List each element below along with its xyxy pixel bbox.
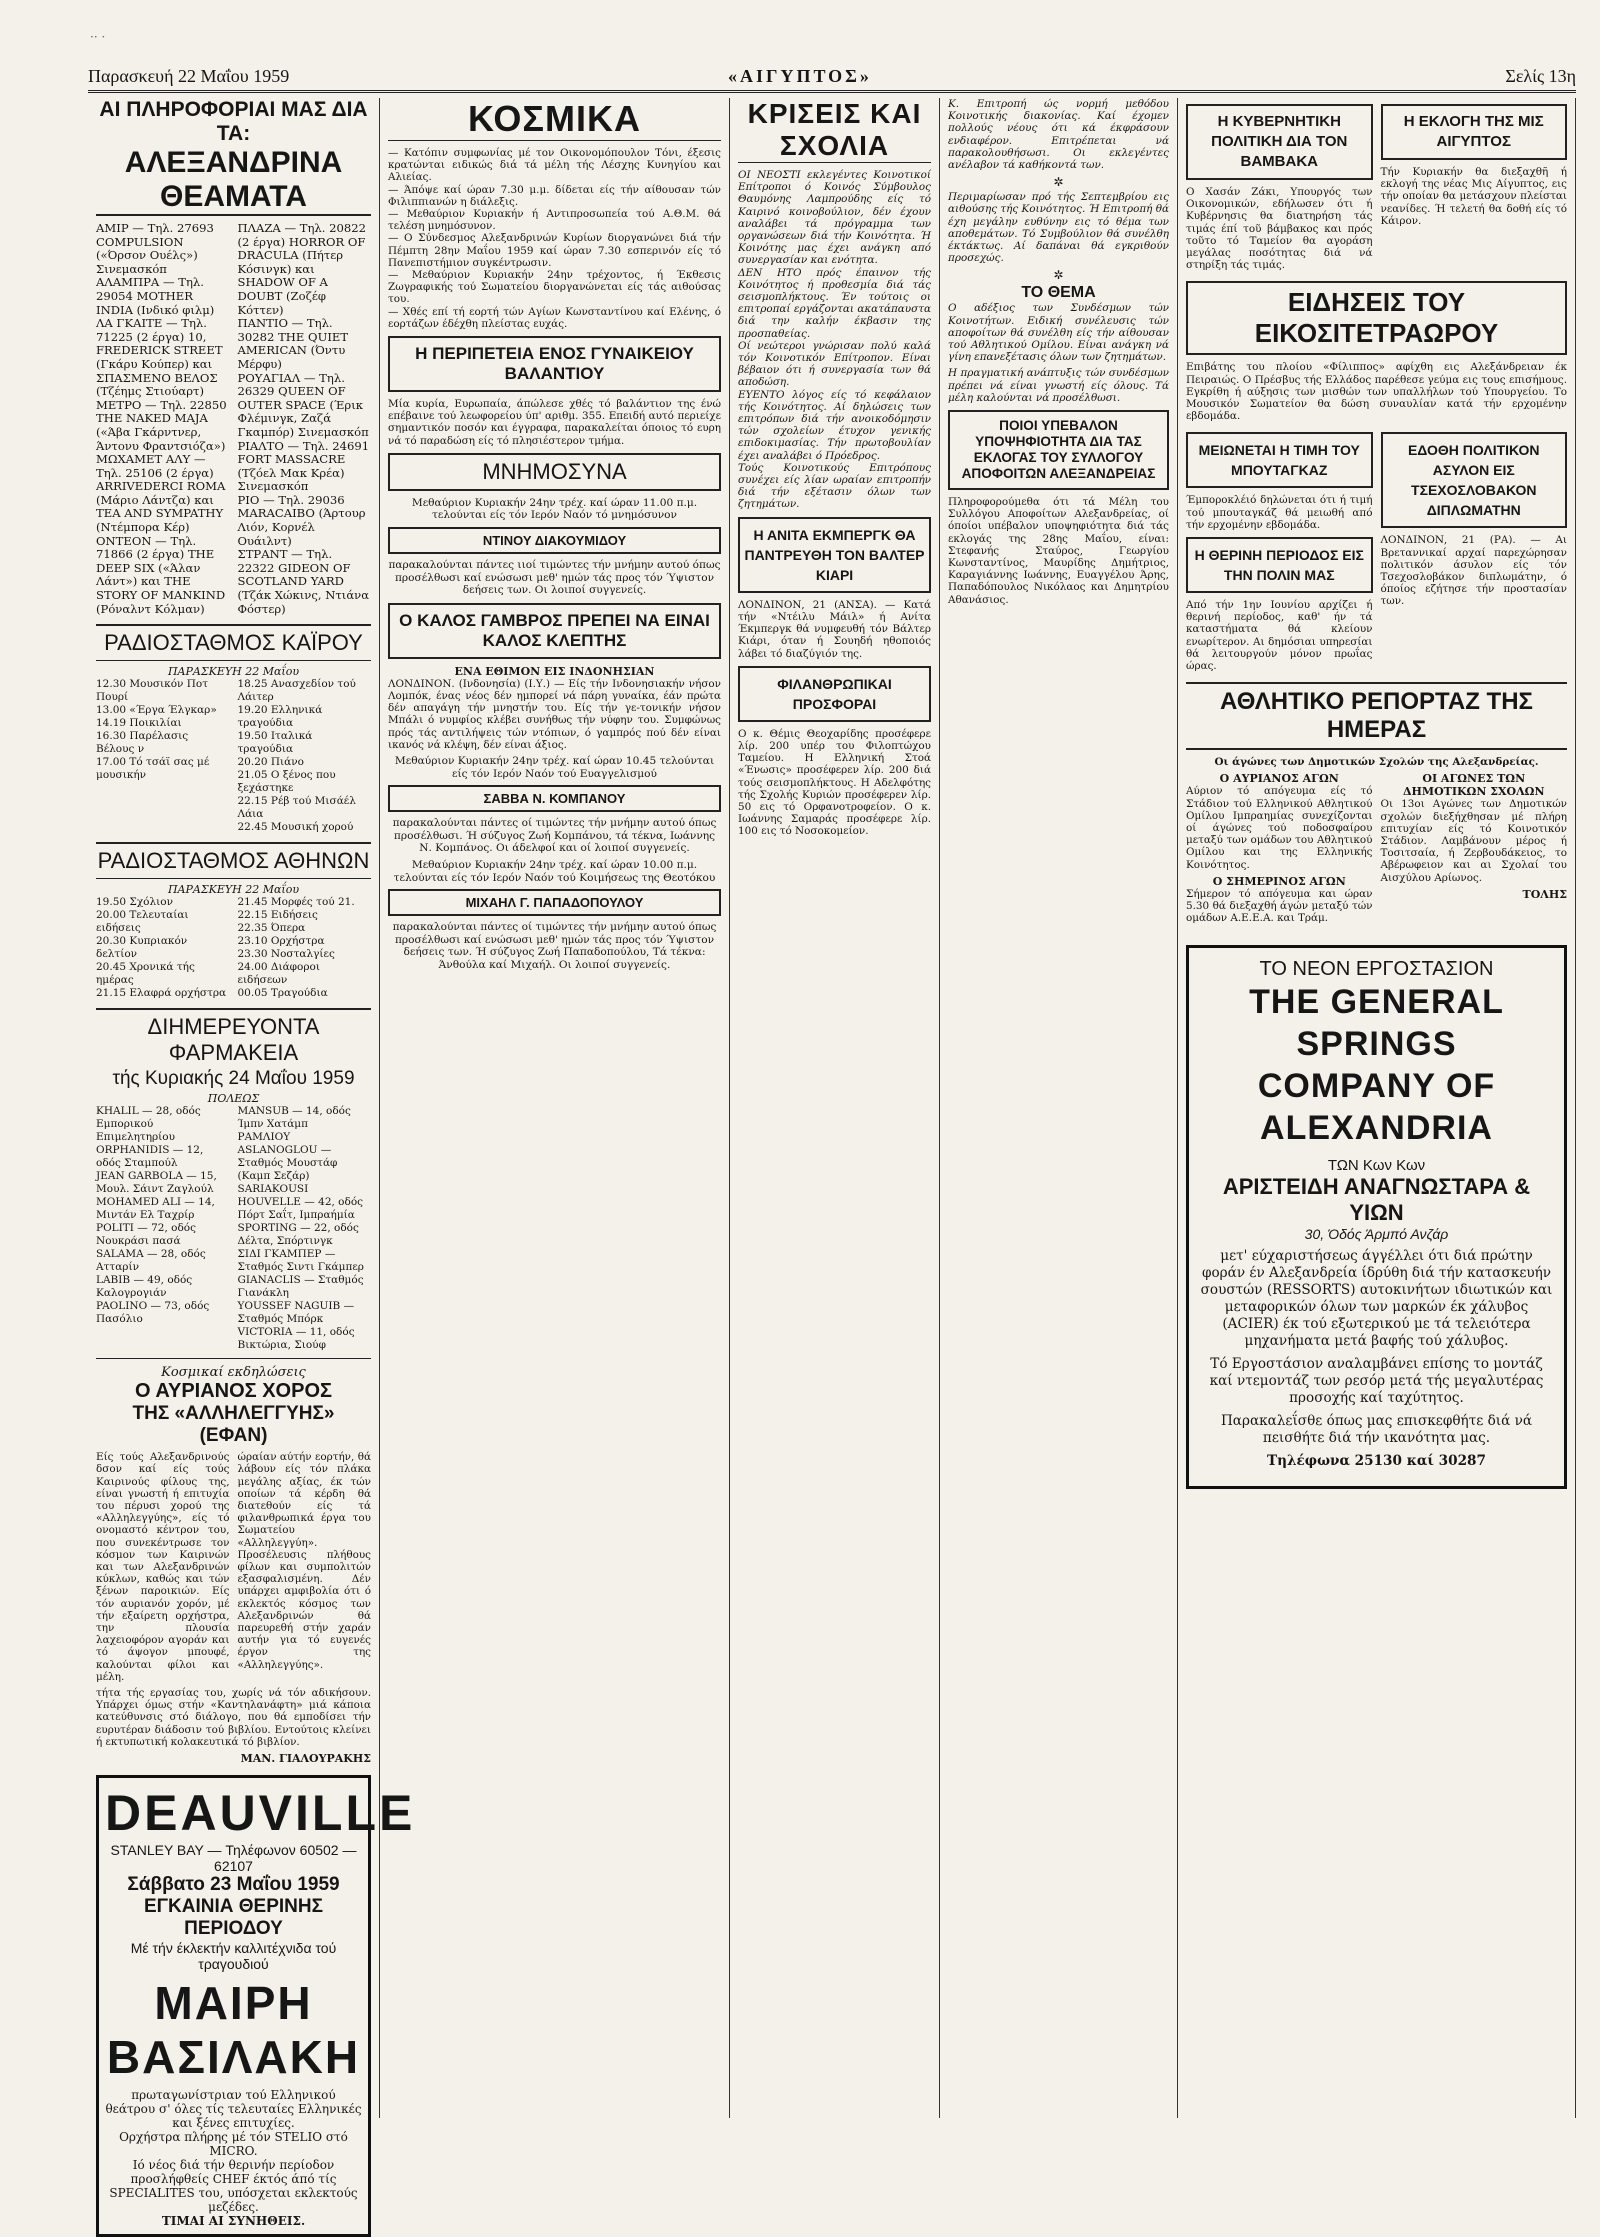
pharmacy-sub: ΠΟΛΕΩΣ <box>207 1092 260 1106</box>
ad-text-3: Παρακαλεΐσθε όπως μας επισκεφθήτε διά νά πεισθήτε διά τήν ικανότητα μας. <box>1220 1412 1533 1446</box>
miss-text: Τήν Κυριακήν θα διεξαχθῆ ή εκλογή της νέας Μις Αίγυπτος, εις τήν οποίαν θα μετάσχουν πλείσται νεανίδες. Ή τελετή θα δοθή είς τό Κάιρον. <box>1380 166 1567 227</box>
radio-athens-date: ΠΑΡΑΣΚΕΥΗ 22 Μαΐου <box>167 883 300 897</box>
miss-title: Η ΕΚΛΟΓΗ ΤΗΣ ΜΙΣ ΑΙΓΥΠΤΟΣ <box>1381 104 1568 160</box>
memorial-2-name: ΣΑΒΒΑ Ν. ΚΟΜΠΑΝΟΥ <box>388 785 721 812</box>
pharmacy-list <box>96 1105 371 1352</box>
memorial-2-intro: Μεθαύριον Κυριακήν 24ην τρέχ. καί ώραν 10.45 τελούνται είς τόν Ιερόν Ναόν τού Ευαγγελισμού <box>394 755 715 780</box>
divider <box>96 1358 371 1359</box>
pharmacy-right: MANSUB — 14, οδός Ίμπν Χατάμπ ΡΑΜΛΙΟΥ ASLANOGLOU — Σταθμός Μουστάφ (Καμπ Σεζάρ) SARIAKOUSI HOUVELLE — 42, οδός Πόρτ Σαΐτ, Ιμπραήμία SPORTING — 22, οδός Δέλτα, Σπόρτινγκ ΣΙΔΙ ΓΚΑΜΠΕΡ — Σταθμός Σιντι Γκάμπερ GIANACLIS — Σταθμός Γιανάκλη YOUSSEF NAGUIB — Σταθμός Μπόρκ VICTORIA — 11, οδός Βικτώρια, Σιούφ <box>237 1105 364 1352</box>
ad-text-1: μετ' εύχαριστήσεως άγγέλλει ότι διά πρώτην φοράν έν Αλεξανδρεία ίδρύθη διά τήν κατασκευήν σουστών (RESSORTS) αυτοκινήτων ιδιωτικών και μεταφορικών όλων των μαρκών έκ χάλυβος (ACIER) έκ τού εξωτερικού με τά τελειότερα μηχανήματα μετά βαφής τού χάλυβος. <box>1200 1247 1553 1349</box>
theme-title: ΤΟ ΘΕΜΑ <box>1021 284 1096 302</box>
dance-title-1: Ο ΑΥΡΙΑΝΟΣ ΧΟΡΟΣ <box>134 1380 333 1403</box>
sports-title: ΑΘΛΗΤΙΚΟ ΡΕΠΟΡΤΑΖ ΤΗΣ ΗΜΕΡΑΣ <box>1186 682 1567 750</box>
dance-text: Είς τούς Αλεξανδρινούς δσον καί είς τούς Καιρινούς φίλους της, είναι γνωστή ή επιτυχία του πέρυσι χορού της «Αλληλεγγύης», είς τό ονομαστό κέντρον του, που συνεκέντρωσε τον κόσμον των Καιρινών και των Αλεξανδρινών κύκλων, καθώς και τών ξένων παροικιών. Είς τόν αυριανόν χορόν, μέ τήν εξαίρετη ορχήστρα, την πλουσία λαχειοφόρον αγοράν και τό άψογον μπουφέ, καλούνται φίλοι και μέλη. <box>96 1451 230 1683</box>
ad-address: 30, Όδός Άρμπό Ανζάρ <box>1304 1225 1449 1242</box>
radio-cairo-left: 12.30 Μουσικόν Ποτ Πουρί 13.00 «Έργα Έλγκαρ» 14.19 Ποικιλίαι 16.30 Παρέλασις Βέλους ν 17.00 Τό τσάϊ σας μέ μουσικήν <box>96 678 217 782</box>
sports-text-1: Αύριον τό απόγευμα είς τό Στάδιον τού Ελληνικού Αθλητικού Ομίλου Ιμπραημίας συνεχίζονται οί άγώνες τού ποδοσφαίρου μεταξύ των ομάδων του Αθλητικού Ομίλου και της Ελληνικής Κοινότητος. <box>1186 785 1373 871</box>
memorial-1-intro: Μεθαύριον Κυριακήν 24ην τρέχ. καί ώραν 11.00 π.μ. τελούνται είς τόν Ιερόν Ναόν τό μνημόσυνον <box>411 496 698 522</box>
sports-signature: ΤΟΛΗΣ <box>1522 887 1567 901</box>
ad-factory-label: ΤΟ ΝΕΟΝ ΕΡΓΟΣΤΑΣΙΟΝ <box>1259 957 1494 980</box>
corner-mark: ·· · <box>90 30 106 44</box>
groom-story-sub: ΕΝΑ ΕΘΙΜΟΝ ΕΙΣ ΙΝΔΟΝΗΣΙΑΝ <box>454 664 655 678</box>
ad-owners-1: ΤΩΝ Κων Κων <box>1327 1156 1426 1174</box>
pharmacy-title-2: τής Κυριακής 24 Μαΐου 1959 <box>112 1068 355 1090</box>
paper-name: «ΑΙΓΥΠΤΟΣ» <box>728 66 872 86</box>
separator-star: ✲ <box>1053 175 1064 190</box>
top-box-pair <box>1186 98 1567 275</box>
theater-heading-1: ΑΙ ΠΛΗΡΟΦΟΡΙΑΙ ΜΑΣ ΔΙΑ ΤΑ: <box>99 98 368 145</box>
cinema-listings <box>96 222 371 616</box>
memorial-2-text: παρακαλούνται πάντες οί τιμώντες τήν μνήμην αυτού όπως προσέλθωσι. Ή σύζυγος Ζωή Κομπάνου, τά τέκνα, Ιωάννης Ν. Κομπάνος. Οι άδελφοί και οί λοιποί συγγενείς. <box>392 817 717 855</box>
summer-text: Από τήν 1ην Ιουνίου αρχίζει ή θερινή περίοδος, καθ' ήν τά καταστήματα θά κλείουν ενωρίτερον. Αι δημόσιαι υπηρεσίαι θά λειτουργούν μόνον πρωΐας ώρας. <box>1186 599 1373 673</box>
butagaz-title: ΜΕΙΩΝΕΤΑΙ Η ΤΙΜΗ ΤΟΥ ΜΠΟΥΤΑΓΚΑΖ <box>1186 432 1373 488</box>
ad-opening: ΕΓΚΑΙΝΙΑ ΘΕΡΙΝΗΣ ΠΕΡΙΟΔΟΥ <box>143 1896 324 1940</box>
theme-text-2: Η πραγματική ανάπτυξις τών συνδέσμων πρέπει νά είναι γνωστή είς όλους. Τά μέλη καλούνται νά προσέλθωσι. <box>948 367 1169 404</box>
masthead <box>88 64 1576 93</box>
comments-continued: Κ. Επιτροπή ώς νορμή μεθόδου Κοινοτικής διακονίας. Καί έχομεν πολλούς νέους ότι κά έκφράσουν ενδιαφέρον. Επιτρέπεται νά παρακολουθήσωσι. Οι εκλεγέντες ανέλαβον τά καθήκοντά των. <box>948 98 1169 172</box>
dance-title-2: ΤΗΣ «ΑΛΛΗΛΕΓΓΥΗΣ» (ΕΦΑΝ) <box>132 1403 335 1447</box>
mid-box-pair <box>1186 426 1567 676</box>
comments-continued-2: Περιμαρίωσαν πρό τής Σεπτεμβρίου εις αιθούσης τής Κοινότητος. Ή Επιτροπή θά έχη μεγάλην ευθύνην εις τό θέμα των αποθεμάτων. Τό Συμβούλιον θά συνέλθη έκτάκτως. Αί δαπάναι θά εγκριθούν προσεχώς. <box>948 191 1169 265</box>
cinema-list-left: AMIP — Τηλ. 27693 COMPULSION («Όρσον Ουέλς») Σινεμασκόπ ΑΛΑΜΠΡΑ — Τηλ. 29054 MOTHER INDIA (Ινδικό φιλμ) ΛΑ ΓΚΑΙΤΕ — Τηλ. 71225 (2 έργα) 10, FREDERICK STREET (Γκάρυ Κούπερ) και ΣΠΑΣΜΕΝΟ ΒΕΛΟΣ (Τζέημς Στιούαρτ) ΜΕΤΡΟ — Τηλ. 22850 THE NAKED MAJA («Άβα Γκάρντνερ, Άντονυ Φραντσιόζα») ΜΩΧΑΜΕΤ ΑΛΥ — Τηλ. 25106 (2 έργα) ARRIVEDERCI ROMA (Μάριο Λάντζα) και TEA AND SYMPATHY (Ντέμπορα Κέρ) ΟΝΤΕΟΝ — Τηλ. 71866 (2 έργα) THE DEEP SIX («Άλαν Λάντ») και THE STORY OF MANKIND (Ρόναλντ Κόλμαν) <box>96 221 227 616</box>
memorial-1-name: ΝΤΙΝΟΥ ΔΙΑΚΟΥΜΙΔΟΥ <box>388 527 721 554</box>
charity-title: ΦΙΛΑΝΘΡΩΠΙΚΑΙ ΠΡΟΣΦΟΡΑΙ <box>738 666 931 722</box>
election-title: ΠΟΙΟΙ ΥΠΕΒΑΛΟΝ ΥΠΟΨΗΦΙΟΤΗΤΑ ΔΙΑ ΤΑΣ ΕΚΛΟΓΑΣ ΤΟΥ ΣΥΛΛΟΓΟΥ ΑΠΟΦΟΙΤΩΝ ΑΛΕΞΑΝΔΡΕΙΑΣ <box>948 410 1169 490</box>
ad-brand: DEAUVILLE <box>105 1785 416 1842</box>
groom-story-text: ΛΟΝΔΙΝΟΝ. (Ινδονησία) (Ι.Υ.) — Είς τήν Ινδονησιακήν νήσον Λομπόκ, ένας νέος δέν ημπορεί νά πάρη γυναίκα, έάν πρώτα δέν απαγάγη τήν μνηστήν του. Είς τήν γε-τονικήν νήσον Μπάλι ό νυμφίος κλέβει συνήθως τήν νύφην του. Συμφώνως πρός τάς αντιλήψεις τών ντόπιων, ό γαμπρός πού δέν είναι ικανός νά κλέψη, δέν είναι άξιος. <box>388 677 721 751</box>
radio-athens-right: 21.45 Μορφές τού 21. 22.15 Ειδήσεις 22.35 Όπερα 23.10 Ορχήστρα 23.30 Νοσταλγίες 24.00 Διάφοροι ειδήσεων 00.05 Τραγούδια <box>237 896 355 1000</box>
column-2 <box>380 98 730 2118</box>
radio-athens-title: ΡΑΔΙΟΣΤΑΘΜΟΣ ΑΘΗΝΩΝ <box>96 842 371 879</box>
news-text: Επιβάτης του πλοίου «Φίλιππος» αφίχθη εις Αλεξάνδρειαν έκ Πειραιώς. Ο Πρέσβυς τής Ελλάδος παρέθεσε γεύμα εις τους επισήμους. Εγκρίθη ή αύξησις των μισθών των υπαλλήλων τού Υπουργείου. Το Μουσικόν Σωματείον θα δώση συναυλίαν κατά τήν ερχομένην εβδομάδα. <box>1186 361 1567 423</box>
sports-lead: Οι άγώνες των Δημοτικών Σχολών της Αλεξανδρείας. <box>1214 756 1539 769</box>
column-3 <box>730 98 940 2118</box>
radio-athens-left: 19.50 Σχόλιον 20.00 Τελευταίαι ειδήσεις 20.30 Κυπριακόν δελτίον 20.45 Χρονικά τής ημέρας 21.15 Ελαφρά ορχήστρα <box>96 896 227 1000</box>
ad-text-2: Τό Εργοστάσιον αναλαμβάνει επίσης το μοντάζ καί ντεμοντάζ των ρεσόρ μετά τής μεγαλυτέρας προσοχής καί ταχύτητος. <box>1209 1355 1544 1406</box>
deauville-ad <box>96 1775 416 2237</box>
pharmacy-left: KHALIL — 28, οδός Εμπορικού Επιμελητηρίου ORPHANIDIS — 12, οδός Σταμπούλ JEAN GARBOLA — 15, Μουλ. Σάιντ Ζαγλούλ MOHAMED ALI — 14, Μιντάν Ελ Ταχρίρ POLITI — 72, οδός Νουκράσι πασά SALAMA — 28, οδός Ατταρίν LABIB — 49, οδός Καλογρογιάν PAOLINO — 73, οδός Πασόλιο <box>96 1105 217 1326</box>
book-review-end: τήτα τής εργασίας του, χωρίς νά τόν αδικήσουν. Υπάρχει όμως στήν «Καντηλανάφτη» μιά κάποια κατεύθυνσις στό διάλογο, που θά εμποδίσει τήν ευρυτέραν διάδοσιν τού βιβλίου. Εντούτοις κλείνει ή εκτυπωτική κολακευτικά τό βιβλίον. <box>96 1687 371 1748</box>
memorial-3-intro: Μεθαύριον Κυριακήν 24ην τρέχ. καί ώραν 10.00 π.μ. τελούνται είς τόν Ιερόν Ναόν τού Κοιμήσεως της Θεοτόκου <box>393 859 716 884</box>
social-label: Κοσμικαί εκδηλώσεις <box>161 1365 306 1381</box>
separator-star: ✲ <box>1053 268 1064 283</box>
charity-text: Ο κ. Θέμις Θεοχαρίδης προσέφερε λίρ. 200 υπέρ του Φιλοπτώχου Ταμείου. Η Ελληνική Στοά «Ένωσις» προσέφερεν λίρ. 200 διά τούς σεισμοπλήκτους. Η Αδελφότης τής Σχολής Κυριών προσέφερεν λίρ. 50 εις τό Ορφανοτροφείον. Ο κ. Ιωάννης Σαμαράς προσέφερε λίρ. 100 εις τό Νοσοκομείον. <box>738 727 931 838</box>
ad-owners-2: ΑΡΙΣΤΕΙΔΗ ΑΝΑΓΝΩΣΤΑΡΑ & ΥΙΩΝ <box>1222 1173 1531 1225</box>
ad-note-4: ΤΙΜΑΙ ΑΙ ΣΥΝΗΘΕΙΣ. <box>161 2214 306 2229</box>
ad-intro: Μέ τήν έκλεκτήν καλλιτέχνιδα τού τραγουδιού <box>130 1940 337 1973</box>
theater-heading-2: ΑΛΕΞΑΝΔΡΙΝΑ ΘΕΑΜΑΤΑ <box>96 146 371 216</box>
radio-cairo-date: ΠΑΡΑΣΚΕΥΗ 22 Μαΐου <box>167 665 300 679</box>
pharmacy-title-1: ΔΙΗΜΕΡΕΥΟΝΤΑ ΦΑΡΜΑΚΕΙΑ <box>96 1008 371 1066</box>
theme-text: Ο αδέξιος των Συνδέσμων τών Κοινοτήτων. Ειδική συνέλευσις τών αποφοίτων θά συνέλθη είς τήν αίθουσαν τού Αθλητικού Ομίλου. Είναι ανάγκη νά γίνη επανεξέτασις όλων των ζητημάτων. <box>948 302 1169 364</box>
social-items: — Κατόπιν συμφωνίας μέ τον Οικονομόπουλον Τόνι, έξεσις κρατώνται ειδικώς διά τά μέλη τής Λέσχης Κυνηγίου και Αλιείας. — Άπόψε καί ώραν 7.30 μ.μ. δίδεται είς τήν αίθουσαν τών Φιλιππιανών η διάλεξις. — Μεθαύριον Κυριακήν ή Αντιπροσωπεία τού Α.Θ.Μ. θά τελέση μνημόσυνον. — Ο Σύνδεσμος Αλεξανδρινών Κυρίων διοργανώνει διά τήν Πέμπτη 28ην Μαΐου 1959 καί ώραν 7.30 εσπερινόν είς τό Πανεπιστήμιον συγκέντρωσιν. — Μεθαύριον Κυριακήν 24ην τρέχοντος, ή Έκθεσις Ζωγραφικής τού Σωματείου διοργανώνεται είς τάς αιθούσας του. — Χθές επί τή εορτή τών Αγίων Κωνσταντίνου καί Ελένης, ό εορτάζων έδέχθη πλείστας ευχάς. <box>388 147 721 330</box>
sports-text-2: Σήμερον τό απόγευμα και ώραν 5.30 θά διεξαχθή άγών μεταξύ τών ομάδων Α.Ε.Ε.Α. και Τράμ. <box>1186 887 1373 925</box>
radio-athens-schedule <box>96 896 371 1000</box>
social-section-title: ΚΟΣΜΙΚΑ <box>388 98 721 141</box>
groom-story-title: Ο ΚΑΛΟΣ ΓΑΜΒΡΟΣ ΠΡΕΠΕΙ ΝΑ ΕΙΝΑΙ ΚΑΛΟΣ ΚΛΕΠΤΗΣ <box>388 603 721 659</box>
cotton-title: Η ΚΥΒΕΡΝΗΤΙΚΗ ΠΟΛΙΤΙΚΗ ΔΙΑ ΤΟΝ ΒΑΜΒΑΚΑ <box>1186 104 1373 180</box>
ad-address: STANLEY BAY — Τηλέφωνον 60502 — 62107 <box>110 1842 357 1875</box>
asylum-title: ΕΔΟΘΗ ΠΟΛΙΤΙΚΟΝ ΑΣΥΛΟΝ ΕΙΣ ΤΣΕΧΟΣΛΟΒΑΚΟΝ ΔΙΠΛΩΜΑΤΗΝ <box>1381 432 1568 528</box>
election-text: Πληροφορούμεθα ότι τά Μέλη του Συλλόγου Αποφοίτων Αλεξανδρείας, οί όποίοι υπέβαλον υποψηφιότητα διά τάς εκλογάς της 28ης Μαΐου, είναι: Στεφανής Σταύρος, Γεωργίου Κωνσταντίνος, Μαυρίδης Δημήτριος, Καραγιάννης Ιωάννης, Ευαγγέλου Άρης, Παπαδόπουλος Νικόλαος και Δημητρίου Αθανάσιος. <box>948 496 1169 606</box>
asylum-text: ΛΟΝΔΙΝΟΝ, 21 (ΡΑ). — Αι Βρεταννικαί αρχαί παρεχώρησαν πολιτικόν άσυλον είς τόν Τσεχοσλοβάκον διπλωμάτην, ό όποίος εζήτησε τήν προστασίαν των. <box>1380 534 1567 608</box>
sports-text-3: Οι 13οι Αγώνες των Δημοτικών σχολών διεξήχθησαν μέ πλήρη επιτυχίαν είς τό Κοινοτικόν Στάδιον. Λαμβάνουν μέρος ή Τοσιτσαία, ή Ζερβουδάκειος, το Αβέρωφειον και αι Σχολαί του Αισχύλου Αρίωνος. <box>1380 798 1567 884</box>
anita-text: ΛΟΝΔΙΝΟΝ, 21 (ΑΝΣΑ). — Κατά τήν «Ντέιλυ Μάιλ» ή Ανίτα Έκμπεργκ θά νυμφευθή τόν Βάλτερ Κιάρι, όταν ή Σουηδή ηθοποιός λάβει τό διαζύγιόν της. <box>738 598 931 660</box>
cinema-list-right: ΠΛΑΖΑ — Τηλ. 20822 (2 έργα) HORROR OF DRACULA (Πήτερ Κόσινγκ) και SHADOW OF A DOUBT (Ζοζέφ Κόττεν) ΠΑΝΤΙΟ — Τηλ. 30282 THE QUIET AMERICAN (Όντυ Μέρφυ) ΡΟΥΑΓΙΑΛ — Τηλ. 26329 QUEEN OF OUTER SPACE (Έρικ Φλέμινγκ, Ζαζά Γκαμπόρ) Σινεμασκόπ ΡΙΑΛΤΟ — Τηλ. 24691 FORT MASSACRE (Τζόελ Μακ Κρέα) Σινεμασκόπ ΡΙΟ — Τηλ. 29036 MARACAIBO (Άρτουρ Λιόν, Κορνέλ Ουάιλντ) ΣΤΡΑΝΤ — Τηλ. 22322 GIDEON OF SCOTLAND YARD (Τζάκ Χώκινς, Ντιάνα Φόστερ) <box>237 221 370 616</box>
sports-columns <box>1186 772 1567 928</box>
anita-title: Η ΑΝΙΤΑ ΕΚΜΠΕΡΓΚ ΘΑ ΠΑΝΤΡΕΥΘΗ ΤΟΝ ΒΑΛΤΕΡ ΚΙΑΡΙ <box>738 517 931 593</box>
comments-title: ΚΡΙΣΕΙΣ ΚΑΙ ΣΧΟΛΙΑ <box>738 98 931 163</box>
memorial-3-text: παρακαλούνται πάντες οί τιμώντες τήν μνήμην αυτού όπως προσέλθωσι καί ενώσωσι μεθ' ημών τάς προς τόν Ύψιστον δεήσεις των. Ή σύζυγος Ζωή Παπαδοπούλου, Τά τέκνα: Άνθούλα καί Μιχαήλ. Οι λοιποί συγγενείς. <box>392 921 717 971</box>
column-1 <box>88 98 416 2229</box>
sports-sub-3: ΟΙ ΑΓΩΝΕΣ ΤΩΝ ΔΗΜΟΤΙΚΩΝ ΣΧΟΛΩΝ <box>1402 772 1545 799</box>
memorial-1-text: παρακαλούνται πάντες ιιοί τιμώντες τήν μνήμην αυτού όπως προσέλθωσι καί ενώσωσι μεθ' ημών τάς προς τόν Ύψιστον δεήσεις των. Οι λοιποί συγγενείς. <box>388 559 721 597</box>
page-number: Σελίς 13η <box>1505 66 1576 86</box>
ad-company-line-1: THE GENERAL SPRINGS <box>1249 982 1504 1063</box>
ad-date: Σάββατο 23 Μαΐου 1959 <box>127 1874 340 1896</box>
ad-phone: Τηλέφωνα 25130 καί 30287 <box>1267 1452 1486 1469</box>
butagaz-text: Έμποροκλέιό δηλώνεται ότι ή τιμή τού μπουταγκάζ θά μειωθή από τήν ερχομένην εβδομάδα. <box>1186 494 1373 531</box>
memorial-3-name: ΜΙΧΑΗΛ Γ. ΠΑΠΑΔΟΠΟΥΛΟΥ <box>388 889 721 916</box>
news-title: ΕΙΔΗΣΕΙΣ ΤΟΥ ΕΙΚΟΣΙΤΕΤΡΑΩΡΟΥ <box>1186 281 1567 355</box>
column-4 <box>940 98 1178 2118</box>
ad-star: ΜΑΙΡΗ ΒΑΣΙΛΑΚΗ <box>106 1977 361 2084</box>
cotton-text: Ο Χασάν Ζάκι, Υπουργός των Οικονομικών, εδήλωσεν ότι ή Κυβέρνησις θα διατηρήση τάς τιμάς έπί τοῦ βάμβακος και πρός τοῦτο τό Ταμείον θα αγοράση μεγάλας ποσότητας διά νά στηρίξη τάς τιμάς. <box>1186 186 1373 272</box>
dance-text-right: ώραίαν αύτήν εορτήν, θά λάβουν είς τόν πλάκα μεγάλης αξίας, έκ τών οποίων τά κέρδη θά διατεθούν είς τά φιλανθρωπικά έργα του Σωματείου «Αλληλεγγύη». Προσέλευσις πλήθους φίλων και συμπολιτών εξασφαλισμένη. Δέν υπάρχει αμφιβολία ότι ό εκλεκτός κόσμος των Αλεξανδρινών θά παρευρεθή στήν χαράν αυτήν για τό ευγενές έργον της «Αλληλεγγύης». <box>237 1451 371 1671</box>
sports-sub-2: Ο ΣΗΜΕΡΙΝΟΣ ΑΓΩΝ <box>1212 874 1346 888</box>
comments-text: ΟΙ ΝΕΟΣΤΙ εκλεγέντες Κοινοτικοί Επίτροποι ό Κοινός Σύμβουλος Θαυμόνης Λαμπρούδης είς τό Καιρινό κοινοβούλιον, δέν έχουν αναλάβει τά πρόγραμμα των οργανώσεων διά τήν Κοινότητα. Ή Κοινότης μας έχει ανάγκη από συνεργασίαν και ενότητα. ΔΕΝ ΗΤΟ πρός έπαινον τής Κοινότητος ή προθεσμία διά τάς σεισμοπλήκτους. Έν τούτοις οι επιτροπαί εργάζονται ακατάπαυστα διά την καλήν έκβασιν της προσπαθείας. Οί νεώτεροι γνώρισαν πολύ καλά τόν Κοινοτικόν Επίτροπον. Είναι βέβαιον ότι ή συνεργασία των θά αποδώση. ΕΥΕΝΤΟ λόγος είς τό κεφάλαιον τής Κοινότητος. Αί δηλώσεις των επιτρόπων διά τήν ανοικοδόμησιν τών σχολείων έτυχον γενικής επιδοκιμασίας. Τήν πρωτοβουλίαν έχει αναλάβει ό Πρόεδρος. Τούς Κοινοτικούς Επιτρόπους συνέχει είς λίαν ωραίαν επιτροπήν διά τήν εξέτασιν όλων των ζητημάτων. <box>738 169 931 511</box>
review-author: ΜΑΝ. ΓΙΑΛΟΥΡΑΚΗΣ <box>240 1752 371 1766</box>
memorials-title: ΜΝΗΜΟΣΥΝΑ <box>388 453 721 491</box>
purse-story-text: Μία κυρία, Ευρωπαία, άπώλεσε χθές τό βαλάντιον της ένώ επέβαινε τού λεωφορείου ύπ' αριθμ. 355. Επειδή αυτό περιείχε σημαντικόν ποσόν και έγγραφα, παρακαλείται όποιος τό ευρη νά τό παραδώση είς τό πλησιέστερον τμήμα. <box>388 398 721 447</box>
ad-company-line-2: COMPANY OF ALEXANDRIA <box>1257 1066 1496 1147</box>
radio-cairo-schedule <box>96 678 371 834</box>
dance-article <box>96 1451 371 1687</box>
ad-note-2: Ορχήστρα πλήρης μέ τόν STELIO στό MICRO. <box>119 2130 348 2159</box>
issue-date: Παρασκευή 22 Μαΐου 1959 <box>88 66 290 86</box>
column-5 <box>1178 98 1576 2118</box>
purse-story-title: Η ΠΕΡΙΠΕΤΕΙΑ ΕΝΟΣ ΓΥΝΑΙΚΕΙΟΥ ΒΑΛΑΝΤΙΟΥ <box>388 336 721 392</box>
sports-sub-1: Ο ΑΥΡΙΑΝΟΣ ΑΓΩΝ <box>1219 772 1339 786</box>
ad-note-1: πρωταγωνίστριαν τού Ελληνικού θεάτρου σ' όλες τίς τελευταίες Ελληνικές και ξένες επιτυχίες. <box>105 2088 362 2131</box>
radio-cairo-title: ΡΑΔΙΟΣΤΑΘΜΟΣ ΚΑΪΡΟΥ <box>96 624 371 661</box>
ad-note-3: Ιό νέος διά τήν θερινήν περίοδον προσλήφθείς CHEF έκτός άπό τίς SPECIALITES του, υπόσχεται εκλεκτούς μεζέδες. <box>109 2158 358 2215</box>
radio-cairo-right: 18.25 Ανασχεδίον τού Λάιτερ 19.20 Ελληνικά τραγούδια 19.50 Ιταλικά τραγούδια 20.20 Πιάνο 21.05 Ο ξένος που ξεχάστηκε 22.15 Ρέβ τού Μισάέλ Λάια 22.45 Μουσική χορού <box>237 678 356 834</box>
summer-title: Η ΘΕΡΙΝΗ ΠΕΡΙΟΔΟΣ ΕΙΣ ΤΗΝ ΠΟΛΙΝ ΜΑΣ <box>1186 537 1373 593</box>
general-springs-ad <box>1186 945 1567 1489</box>
